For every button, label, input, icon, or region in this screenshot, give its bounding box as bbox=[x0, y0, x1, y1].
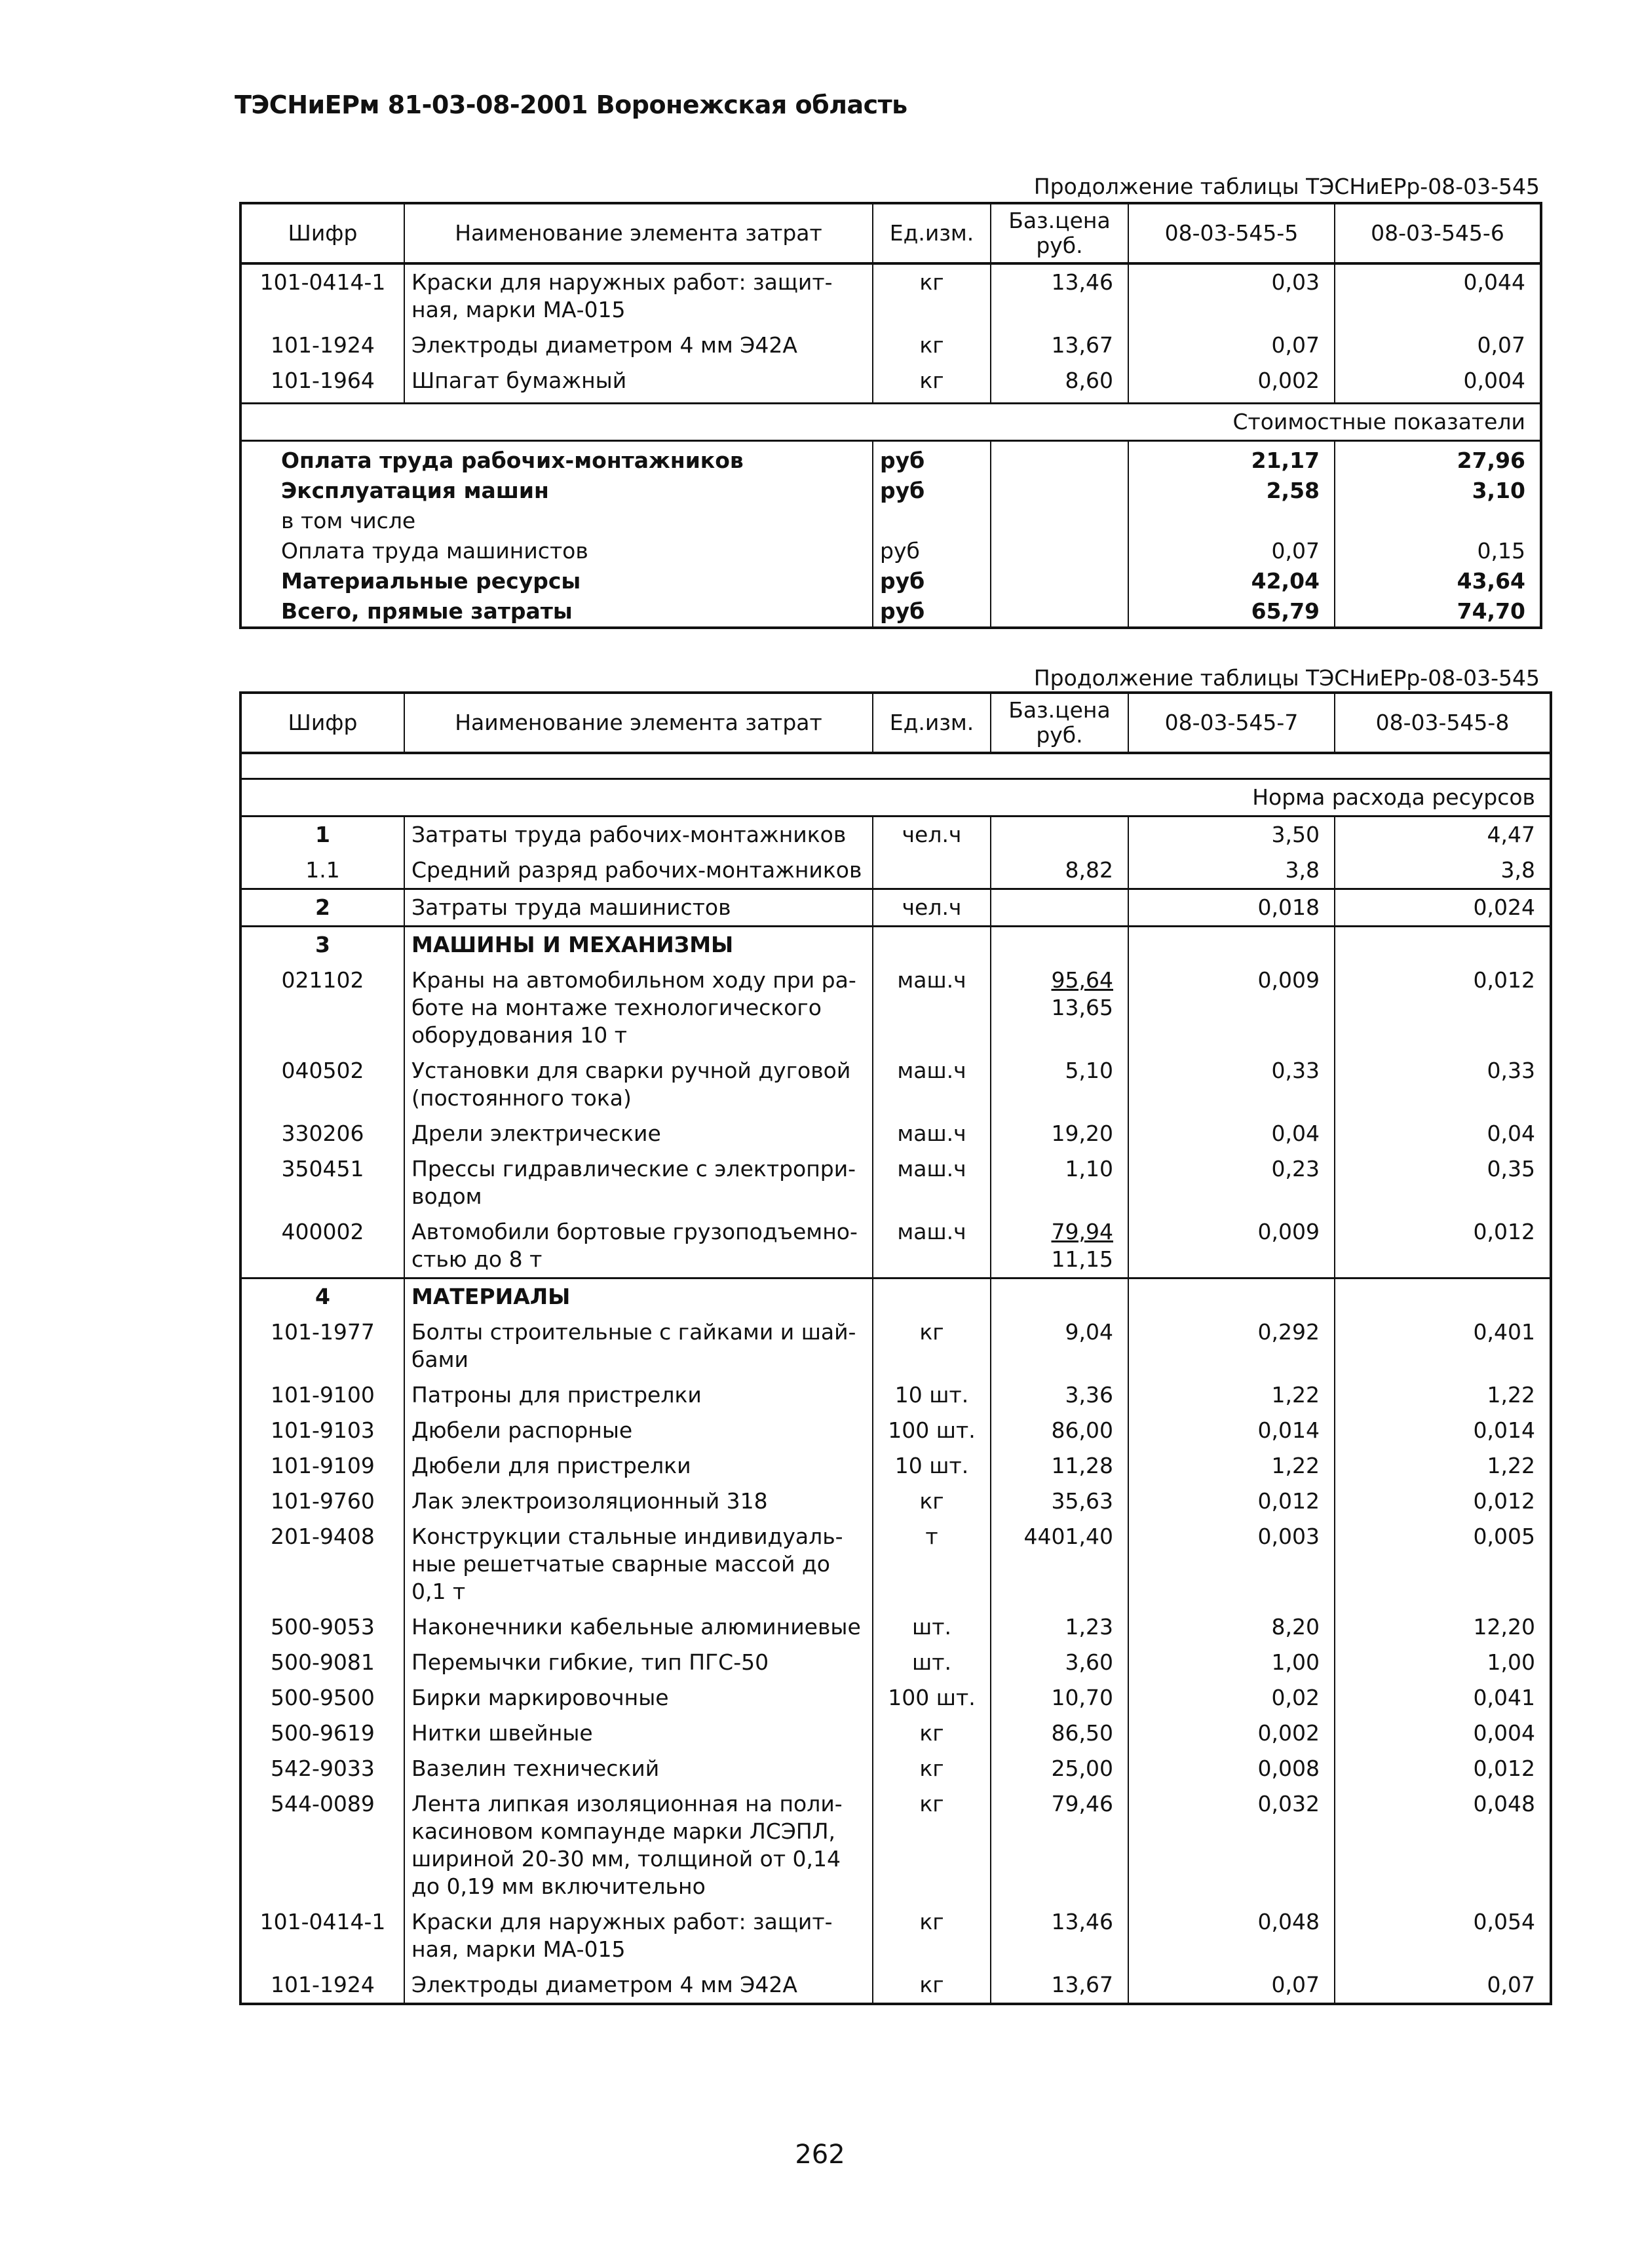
cell-price bbox=[991, 1116, 1128, 1151]
cost-value-a: 42,04 bbox=[1128, 566, 1335, 596]
cell-unit: 100 шт. bbox=[873, 1680, 991, 1716]
price-value: 3,36 bbox=[1065, 1382, 1113, 1408]
cell-name: МАШИНЫ И МЕХАНИЗМЫ bbox=[404, 927, 873, 963]
cell-code: 101-1977 bbox=[240, 1315, 404, 1377]
cell-code: 101-0414-1 bbox=[240, 263, 404, 328]
cell-price bbox=[991, 1967, 1128, 2004]
cell-value-a: 0,23 bbox=[1128, 1151, 1335, 1214]
norm-section-label-row bbox=[240, 779, 1551, 817]
cost-name: Оплата труда рабочих-монтажников bbox=[240, 441, 873, 476]
cell-code: 201-9408 bbox=[240, 1519, 404, 1609]
cell-unit bbox=[873, 927, 991, 963]
cell-value-b: 0,004 bbox=[1335, 363, 1541, 404]
cell-unit: 10 шт. bbox=[873, 1377, 991, 1413]
cost-value-b bbox=[1335, 506, 1541, 536]
table-row bbox=[240, 817, 1551, 853]
cell-value-a: 0,003 bbox=[1128, 1519, 1335, 1609]
cell-value-a: 3,8 bbox=[1128, 853, 1335, 889]
table-row bbox=[240, 1645, 1551, 1680]
cell-code: 500-9053 bbox=[240, 1609, 404, 1645]
table-row bbox=[240, 1716, 1551, 1751]
cell-value-a: 0,04 bbox=[1128, 1116, 1335, 1151]
cost-row bbox=[240, 441, 1541, 476]
header-unit: Ед.изм. bbox=[873, 203, 991, 263]
cost-value-a: 65,79 bbox=[1128, 596, 1335, 628]
cell-value-b: 0,07 bbox=[1335, 1967, 1551, 2004]
cost-value-b: 43,64 bbox=[1335, 566, 1541, 596]
cell-code: 1.1 bbox=[240, 853, 404, 889]
cost-name: Оплата труда машинистов bbox=[240, 536, 873, 566]
cost-unit: руб bbox=[873, 536, 991, 566]
cell-price bbox=[991, 1609, 1128, 1645]
cell-code: 040502 bbox=[240, 1053, 404, 1116]
price-value: 11,28 bbox=[1051, 1453, 1113, 1478]
header-code: Шифр bbox=[240, 203, 404, 263]
cell-value-b: 0,041 bbox=[1335, 1680, 1551, 1716]
price-value: 79,94 bbox=[1051, 1219, 1113, 1244]
cell-value-b: 3,8 bbox=[1335, 853, 1551, 889]
cell-value-b: 0,07 bbox=[1335, 328, 1541, 363]
cell-name: Болты строительные с гайками и шай-бами bbox=[404, 1315, 873, 1377]
cell-name: Нитки швейные bbox=[404, 1716, 873, 1751]
cell-code: 500-9619 bbox=[240, 1716, 404, 1751]
cell-price bbox=[991, 853, 1128, 889]
cell-value-a: 1,22 bbox=[1128, 1377, 1335, 1413]
cost-unit bbox=[873, 506, 991, 536]
cell-unit bbox=[873, 853, 991, 889]
price-value: 86,00 bbox=[1051, 1417, 1113, 1443]
cell-price bbox=[991, 1716, 1128, 1751]
cell-value-a: 0,33 bbox=[1128, 1053, 1335, 1116]
cell-value-a: 0,018 bbox=[1128, 889, 1335, 927]
cell-code: 101-1924 bbox=[240, 1967, 404, 2004]
cell-unit: кг bbox=[873, 1904, 991, 1967]
cell-price: 13,46 bbox=[991, 263, 1128, 328]
cost-table-545-5-6 bbox=[239, 202, 1542, 629]
cost-price-empty bbox=[991, 536, 1128, 566]
cell-value-b: 1,00 bbox=[1335, 1645, 1551, 1680]
cost-price-empty bbox=[991, 476, 1128, 506]
cell-name: Средний разряд рабочих-монтажников bbox=[404, 853, 873, 889]
price-value: 9,04 bbox=[1065, 1319, 1113, 1345]
cell-price bbox=[991, 1680, 1128, 1716]
table-row bbox=[240, 1151, 1551, 1214]
cell-value-a: 1,22 bbox=[1128, 1448, 1335, 1484]
cell-price bbox=[991, 1377, 1128, 1413]
cell-price bbox=[991, 1484, 1128, 1519]
cost-name: Всего, прямые затраты bbox=[240, 596, 873, 628]
cost-price-empty bbox=[991, 506, 1128, 536]
cell-value-a: 0,07 bbox=[1128, 328, 1335, 363]
cell-value-b: 0,054 bbox=[1335, 1904, 1551, 1967]
cost-value-b: 74,70 bbox=[1335, 596, 1541, 628]
price-value: 1,23 bbox=[1065, 1614, 1113, 1640]
cell-price bbox=[991, 817, 1128, 853]
table-row bbox=[240, 889, 1551, 927]
cost-value-b: 27,96 bbox=[1335, 441, 1541, 476]
cell-code: 4 bbox=[240, 1278, 404, 1315]
cell-value-b: 0,048 bbox=[1335, 1786, 1551, 1904]
cost-name: Эксплуатация машин bbox=[240, 476, 873, 506]
table-row bbox=[240, 1278, 1551, 1315]
table-row bbox=[240, 1904, 1551, 1967]
price-value: 8,82 bbox=[1065, 857, 1113, 883]
cell-name: Бирки маркировочные bbox=[404, 1680, 873, 1716]
cell-value-b: 12,20 bbox=[1335, 1609, 1551, 1645]
table-row bbox=[240, 263, 1541, 328]
cell-value-b: 0,004 bbox=[1335, 1716, 1551, 1751]
cell-unit: маш.ч bbox=[873, 1214, 991, 1278]
header-code: Шифр bbox=[240, 693, 404, 753]
cost-price-empty bbox=[991, 596, 1128, 628]
header-name: Наименование элемента затрат bbox=[404, 203, 873, 263]
cost-section-header bbox=[240, 404, 1541, 441]
norm-spacer bbox=[240, 753, 1551, 779]
document-header: ТЭСНиЕРм 81-03-08-2001 Воронежская область bbox=[235, 90, 907, 119]
cell-value-a: 1,00 bbox=[1128, 1645, 1335, 1680]
price-value: 86,50 bbox=[1051, 1720, 1113, 1746]
cell-name: МАТЕРИАЛЫ bbox=[404, 1278, 873, 1315]
cell-unit: кг bbox=[873, 328, 991, 363]
cell-name: Прессы гидравлические с электропри-водом bbox=[404, 1151, 873, 1214]
price-value: 95,64 bbox=[1051, 967, 1113, 993]
table-row bbox=[240, 1214, 1551, 1278]
table-row bbox=[240, 853, 1551, 889]
cell-name: Автомобили бортовые грузоподъемно-стью до 8 т bbox=[404, 1214, 873, 1278]
table-row bbox=[240, 1484, 1551, 1519]
cell-value-b: 4,47 bbox=[1335, 817, 1551, 853]
cell-name: Затраты труда машинистов bbox=[404, 889, 873, 927]
cell-price bbox=[991, 1645, 1128, 1680]
cell-code: 330206 bbox=[240, 1116, 404, 1151]
cell-value-a: 3,50 bbox=[1128, 817, 1335, 853]
cell-name: Дюбели распорные bbox=[404, 1413, 873, 1448]
cost-price-empty bbox=[991, 441, 1128, 476]
cell-unit: чел.ч bbox=[873, 817, 991, 853]
cell-name: Конструкции стальные индивидуаль-ные решетчатые сварные массой до 0,1 т bbox=[404, 1519, 873, 1609]
cell-value-a: 0,02 bbox=[1128, 1680, 1335, 1716]
cell-name: Установки для сварки ручной дуговой (постоянного тока) bbox=[404, 1053, 873, 1116]
cell-code: 021102 bbox=[240, 963, 404, 1053]
table-row bbox=[240, 1448, 1551, 1484]
price-value: 19,20 bbox=[1051, 1121, 1113, 1146]
cell-value-a: 0,002 bbox=[1128, 1716, 1335, 1751]
cell-unit: шт. bbox=[873, 1609, 991, 1645]
price-value: 4401,40 bbox=[1023, 1524, 1113, 1549]
price-value-secondary: 11,15 bbox=[1051, 1246, 1113, 1272]
cell-value-a: 8,20 bbox=[1128, 1609, 1335, 1645]
cell-value-b: 1,22 bbox=[1335, 1448, 1551, 1484]
price-value: 35,63 bbox=[1051, 1488, 1113, 1514]
cell-value-a: 0,07 bbox=[1128, 1967, 1335, 2004]
cell-code: 350451 bbox=[240, 1151, 404, 1214]
cell-unit: кг bbox=[873, 363, 991, 404]
cell-price bbox=[991, 1519, 1128, 1609]
cell-unit: маш.ч bbox=[873, 963, 991, 1053]
cell-name: Вазелин технический bbox=[404, 1751, 873, 1786]
table-row bbox=[240, 1680, 1551, 1716]
table-row bbox=[240, 1519, 1551, 1609]
header-col-b: 08-03-545-8 bbox=[1335, 693, 1551, 753]
cell-price bbox=[991, 1904, 1128, 1967]
norm-section-header bbox=[240, 753, 1551, 779]
table-row bbox=[240, 1751, 1551, 1786]
cell-price bbox=[991, 1448, 1128, 1484]
header-price: Баз.цена руб. bbox=[991, 203, 1128, 263]
cost-unit: руб bbox=[873, 566, 991, 596]
cell-name: Лак электроизоляционный 318 bbox=[404, 1484, 873, 1519]
table-row bbox=[240, 328, 1541, 363]
header-unit: Ед.изм. bbox=[873, 693, 991, 753]
cost-value-b: 0,15 bbox=[1335, 536, 1541, 566]
cell-value-a: 0,002 bbox=[1128, 363, 1335, 404]
cell-name: Дрели электрические bbox=[404, 1116, 873, 1151]
cell-unit: чел.ч bbox=[873, 889, 991, 927]
table-row bbox=[240, 1315, 1551, 1377]
cell-code: 101-9100 bbox=[240, 1377, 404, 1413]
cell-name: Шпагат бумажный bbox=[404, 363, 873, 404]
cost-row bbox=[240, 566, 1541, 596]
cell-unit: 100 шт. bbox=[873, 1413, 991, 1448]
cell-price bbox=[991, 1786, 1128, 1904]
cell-code: 101-9760 bbox=[240, 1484, 404, 1519]
resource-norm-table-545-7-8 bbox=[239, 691, 1552, 2005]
cell-value-a: 0,032 bbox=[1128, 1786, 1335, 1904]
cell-value-b: 0,33 bbox=[1335, 1053, 1551, 1116]
cost-section-label: Стоимостные показатели bbox=[240, 404, 1541, 441]
cell-unit: кг bbox=[873, 1751, 991, 1786]
cell-value-b: 0,012 bbox=[1335, 963, 1551, 1053]
table-row bbox=[240, 1786, 1551, 1904]
cell-name: Краски для наружных работ: защит-ная, марки МА-015 bbox=[404, 263, 873, 328]
cost-name: в том числе bbox=[240, 506, 873, 536]
cell-value-a bbox=[1128, 927, 1335, 963]
cell-code: 544-0089 bbox=[240, 1786, 404, 1904]
cell-unit: кг bbox=[873, 1716, 991, 1751]
page-number: 262 bbox=[795, 2140, 845, 2170]
cell-price bbox=[991, 1151, 1128, 1214]
price-value: 79,46 bbox=[1051, 1791, 1113, 1816]
cell-unit: 10 шт. bbox=[873, 1448, 991, 1484]
price-value: 13,46 bbox=[1051, 1909, 1113, 1934]
cell-price bbox=[991, 1278, 1128, 1315]
table-row bbox=[240, 963, 1551, 1053]
cell-unit: кг bbox=[873, 1786, 991, 1904]
cell-value-b: 0,401 bbox=[1335, 1315, 1551, 1377]
cell-value-b: 0,014 bbox=[1335, 1413, 1551, 1448]
table-header-row bbox=[240, 693, 1551, 753]
cost-value-a bbox=[1128, 506, 1335, 536]
cell-unit: маш.ч bbox=[873, 1116, 991, 1151]
cost-unit: руб bbox=[873, 441, 991, 476]
table-caption-2: Продолжение таблицы ТЭСНиЕРр-08-03-545 bbox=[1033, 665, 1540, 691]
table-row bbox=[240, 1609, 1551, 1645]
cell-unit: кг bbox=[873, 263, 991, 328]
cost-name: Материальные ресурсы bbox=[240, 566, 873, 596]
cell-unit: кг bbox=[873, 1315, 991, 1377]
cell-value-b: 0,012 bbox=[1335, 1751, 1551, 1786]
cell-value-a: 0,03 bbox=[1128, 263, 1335, 328]
cost-value-a: 2,58 bbox=[1128, 476, 1335, 506]
cost-price-empty bbox=[991, 566, 1128, 596]
cost-row bbox=[240, 536, 1541, 566]
cost-value-b: 3,10 bbox=[1335, 476, 1541, 506]
cell-value-b: 0,012 bbox=[1335, 1484, 1551, 1519]
cell-name: Краски для наружных работ: защит-ная, марки МА-015 bbox=[404, 1904, 873, 1967]
cell-name: Краны на автомобильном ходу при ра-боте на монтаже технологического оборудования 10 т bbox=[404, 963, 873, 1053]
cell-unit: шт. bbox=[873, 1645, 991, 1680]
cell-code: 542-9033 bbox=[240, 1751, 404, 1786]
cell-value-a: 0,009 bbox=[1128, 963, 1335, 1053]
cell-code: 500-9081 bbox=[240, 1645, 404, 1680]
cell-price bbox=[991, 1315, 1128, 1377]
cell-unit: т bbox=[873, 1519, 991, 1609]
price-value: 25,00 bbox=[1051, 1756, 1113, 1781]
cell-name: Лента липкая изоляционная на поли-касиновом компаунде марки ЛСЭПЛ, шириной 20-30 мм, толщиной от 0,14 до 0,19 мм включительно bbox=[404, 1786, 873, 1904]
table-row bbox=[240, 1377, 1551, 1413]
header-name: Наименование элемента затрат bbox=[404, 693, 873, 753]
cell-value-b bbox=[1335, 1278, 1551, 1315]
cell-value-b: 0,024 bbox=[1335, 889, 1551, 927]
table-row bbox=[240, 1967, 1551, 2004]
cell-price bbox=[991, 1413, 1128, 1448]
cell-code: 3 bbox=[240, 927, 404, 963]
cell-name: Перемычки гибкие, тип ПГС-50 bbox=[404, 1645, 873, 1680]
cell-price bbox=[991, 927, 1128, 963]
table-header-row bbox=[240, 203, 1541, 263]
header-col-a: 08-03-545-7 bbox=[1128, 693, 1335, 753]
cell-name: Затраты труда рабочих-монтажников bbox=[404, 817, 873, 853]
cell-code: 101-1964 bbox=[240, 363, 404, 404]
header-col-a: 08-03-545-5 bbox=[1128, 203, 1335, 263]
cell-unit: кг bbox=[873, 1484, 991, 1519]
cell-price bbox=[991, 1214, 1128, 1278]
cost-value-a: 0,07 bbox=[1128, 536, 1335, 566]
cell-code: 101-0414-1 bbox=[240, 1904, 404, 1967]
cell-value-a: 0,048 bbox=[1128, 1904, 1335, 1967]
table-row bbox=[240, 1053, 1551, 1116]
cell-value-a: 0,008 bbox=[1128, 1751, 1335, 1786]
cell-name: Электроды диаметром 4 мм Э42А bbox=[404, 1967, 873, 2004]
cell-value-a bbox=[1128, 1278, 1335, 1315]
cell-value-b: 0,012 bbox=[1335, 1214, 1551, 1278]
cell-price: 8,60 bbox=[991, 363, 1128, 404]
cell-price bbox=[991, 1751, 1128, 1786]
cell-name: Наконечники кабельные алюминиевые bbox=[404, 1609, 873, 1645]
price-value: 10,70 bbox=[1051, 1685, 1113, 1710]
cell-code: 500-9500 bbox=[240, 1680, 404, 1716]
cell-unit: кг bbox=[873, 1967, 991, 2004]
cell-price bbox=[991, 963, 1128, 1053]
cell-price: 13,67 bbox=[991, 328, 1128, 363]
cost-value-a: 21,17 bbox=[1128, 441, 1335, 476]
cell-name: Дюбели для пристрелки bbox=[404, 1448, 873, 1484]
table-row bbox=[240, 927, 1551, 963]
cell-value-a: 0,014 bbox=[1128, 1413, 1335, 1448]
table-row bbox=[240, 1116, 1551, 1151]
cell-value-a: 0,012 bbox=[1128, 1484, 1335, 1519]
cost-unit: руб bbox=[873, 476, 991, 506]
cell-name: Патроны для пристрелки bbox=[404, 1377, 873, 1413]
cell-unit: маш.ч bbox=[873, 1151, 991, 1214]
cell-code: 400002 bbox=[240, 1214, 404, 1278]
price-value: 3,60 bbox=[1065, 1649, 1113, 1675]
cell-value-a: 0,009 bbox=[1128, 1214, 1335, 1278]
cost-row bbox=[240, 476, 1541, 506]
norm-section-label: Норма расхода ресурсов bbox=[240, 779, 1551, 817]
table-row bbox=[240, 1413, 1551, 1448]
header-col-b: 08-03-545-6 bbox=[1335, 203, 1541, 263]
cell-code: 1 bbox=[240, 817, 404, 853]
table-caption-1: Продолжение таблицы ТЭСНиЕРр-08-03-545 bbox=[1033, 174, 1540, 199]
cost-row bbox=[240, 596, 1541, 628]
cell-value-b: 0,35 bbox=[1335, 1151, 1551, 1214]
cell-code: 2 bbox=[240, 889, 404, 927]
cell-value-b: 0,044 bbox=[1335, 263, 1541, 328]
price-value: 1,10 bbox=[1065, 1156, 1113, 1182]
cost-unit: руб bbox=[873, 596, 991, 628]
price-value-secondary: 13,65 bbox=[1051, 995, 1113, 1020]
cell-value-b bbox=[1335, 927, 1551, 963]
cell-value-a: 0,292 bbox=[1128, 1315, 1335, 1377]
price-value: 13,67 bbox=[1051, 1972, 1113, 1997]
cell-code: 101-9103 bbox=[240, 1413, 404, 1448]
cell-value-b: 0,005 bbox=[1335, 1519, 1551, 1609]
cell-code: 101-9109 bbox=[240, 1448, 404, 1484]
cost-row bbox=[240, 506, 1541, 536]
cell-unit: маш.ч bbox=[873, 1053, 991, 1116]
cell-price bbox=[991, 889, 1128, 927]
price-value: 5,10 bbox=[1065, 1058, 1113, 1083]
table-row bbox=[240, 363, 1541, 404]
cell-unit bbox=[873, 1278, 991, 1315]
header-price: Баз.цена руб. bbox=[991, 693, 1128, 753]
cell-name: Электроды диаметром 4 мм Э42А bbox=[404, 328, 873, 363]
cell-code: 101-1924 bbox=[240, 328, 404, 363]
cell-value-b: 0,04 bbox=[1335, 1116, 1551, 1151]
cell-price bbox=[991, 1053, 1128, 1116]
cell-value-b: 1,22 bbox=[1335, 1377, 1551, 1413]
